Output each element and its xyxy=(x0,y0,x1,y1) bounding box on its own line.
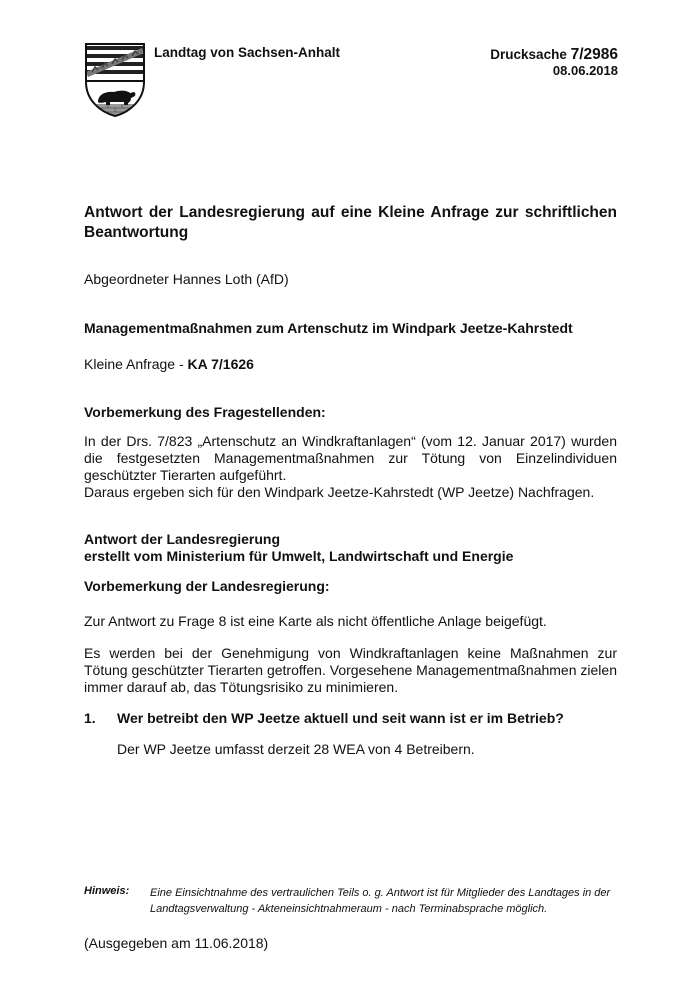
government-preliminary-heading: Vorbemerkung der Landesregierung: xyxy=(84,578,330,594)
coat-of-arms-logo xyxy=(84,42,146,118)
author-line: Abgeordneter Hannes Loth (AfD) xyxy=(84,271,289,287)
note-label: Hinweis: xyxy=(84,885,130,897)
government-preliminary-paragraph-1: Zur Antwort zu Frage 8 ist eine Karte als nicht öffentliche Anlage beigefügt. xyxy=(84,613,547,629)
question-item xyxy=(84,710,617,728)
document-number-label: Drucksache xyxy=(490,47,571,62)
question-number: 1. xyxy=(84,710,96,726)
questioner-preliminary-followup: Daraus ergeben sich für den Windpark Jeetze-Kahrstedt (WP Jeetze) Nachfragen. xyxy=(84,484,595,500)
document-number xyxy=(490,46,618,64)
answer-text: Der WP Jeetze umfasst derzeit 28 WEA von 4 Betreibern. xyxy=(117,741,475,757)
inquiry-line xyxy=(84,356,617,373)
government-ministry-heading: erstellt vom Ministerium für Umwelt, Landwirtschaft und Energie xyxy=(84,548,514,564)
questioner-preliminary-paragraph: In der Drs. 7/823 „Artenschutz an Windkraftanlagen“ (vom 12. Januar 2017) wurden die festgesetzten Managementmaßnahmen zur Tötung von Einzelindividuen geschützter Tierarten aufgeführt. xyxy=(84,433,617,483)
document-date: 08.06.2018 xyxy=(552,63,618,78)
inquiry-label: Kleine Anfrage - xyxy=(84,356,188,372)
questioner-preliminary-heading: Vorbemerkung des Fragestellenden: xyxy=(84,404,326,420)
question-text: Wer betreibt den WP Jeetze aktuell und seit wann ist er im Betrieb? xyxy=(117,710,564,726)
document-number-value: 7/2986 xyxy=(570,46,618,63)
parliament-name: Landtag von Sachsen-Anhalt xyxy=(154,45,341,60)
government-preliminary-paragraph-2: Es werden bei der Genehmigung von Windkraftanlagen keine Maßnahmen zur Tötung geschützter Tierarten getroffen. Vorgesehene Managementmaßnahmen zielen immer darauf ab, das Tötungsrisiko zu minimieren. xyxy=(84,645,617,695)
document-title: Antwort der Landesregierung auf eine Kleine Anfrage zur schriftlichen Beantwortung xyxy=(84,204,617,241)
issued-date: (Ausgegeben am 11.06.2018) xyxy=(84,935,269,951)
inquiry-number: KA 7/1626 xyxy=(187,356,254,372)
subject-line: Managementmaßnahmen zum Artenschutz im Windpark Jeetze-Kahrstedt xyxy=(84,320,573,336)
note-text: Eine Einsichtnahme des vertraulichen Teils o. g. Antwort ist für Mitglieder des Landtages in der Landtagsverwaltung - Akteneinsichtnahmeraum - nach Terminabsprache möglich. xyxy=(150,887,611,915)
government-answer-heading: Antwort der Landesregierung xyxy=(84,531,281,547)
